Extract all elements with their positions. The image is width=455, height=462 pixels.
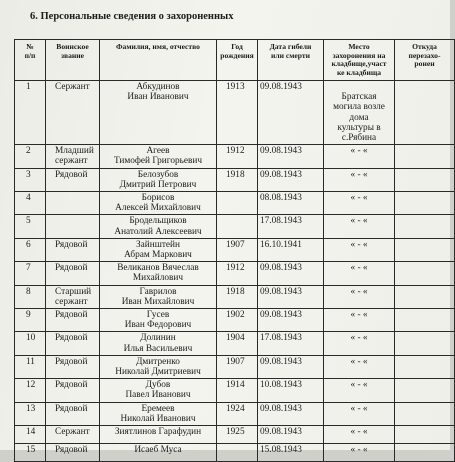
row-number-line: 13 xyxy=(26,403,36,414)
full-name-cell xyxy=(100,81,217,145)
military-rank-line: Сержант xyxy=(55,427,90,438)
full-name-cell xyxy=(100,145,217,168)
header-date-line: или смерти xyxy=(270,50,311,60)
burial-place-line: Братская xyxy=(341,92,377,103)
burial-place-line: « - « xyxy=(350,445,368,456)
death-date-cell xyxy=(258,168,324,191)
birth-year-line: 1918 xyxy=(226,286,245,297)
death-date-line: 09.08.1943 xyxy=(260,82,302,92)
reburied-from-cell xyxy=(395,238,455,261)
burial-place-line: « - « xyxy=(350,310,368,321)
birth-year-line: 1904 xyxy=(226,333,245,344)
row-number-line: 11 xyxy=(26,356,35,367)
table-row xyxy=(15,168,455,191)
full-name-line: Иван Иванович xyxy=(127,92,189,103)
military-rank-line: Рядовой xyxy=(55,239,88,250)
reburied-from-line xyxy=(397,357,452,367)
birth-year-line: 1912 xyxy=(226,146,245,157)
row-number-line: 6 xyxy=(26,239,31,250)
military-rank-cell xyxy=(46,309,100,332)
birth-year-cell xyxy=(217,379,258,402)
row-number-line: 5 xyxy=(26,216,31,227)
military-rank-cell xyxy=(46,444,100,462)
reburied-from-cell xyxy=(395,426,455,444)
full-name-cell xyxy=(100,285,217,308)
reburied-from-cell xyxy=(395,81,455,145)
death-date-line: 15.08.1943 xyxy=(260,445,302,456)
row-number-line: 1 xyxy=(26,82,31,92)
header-name xyxy=(100,40,217,81)
burial-place-line: с.Рябина xyxy=(341,133,377,144)
military-rank-cell xyxy=(46,215,100,238)
full-name-line: Долинин xyxy=(140,333,176,344)
military-rank-line: Рядовой xyxy=(55,263,88,274)
header-date xyxy=(258,40,324,81)
military-rank-line: Рядовой xyxy=(55,403,88,414)
birth-year-cell xyxy=(217,285,258,308)
military-rank-cell xyxy=(46,192,100,215)
burial-place-line: « - « xyxy=(350,427,368,438)
military-rank-cell xyxy=(46,262,100,285)
burial-place-line: дома xyxy=(349,112,369,123)
row-number-line: 2 xyxy=(26,146,31,157)
death-date-line: 09.08.1943 xyxy=(260,310,302,321)
header-place-line: Место xyxy=(348,42,370,51)
birth-year-cell xyxy=(217,262,258,285)
reburied-from-line xyxy=(397,146,452,156)
birth-year-line xyxy=(226,193,255,203)
row-number-cell xyxy=(15,309,46,332)
burial-place-cell xyxy=(324,332,395,355)
full-name-line: Тимофей Григорьевич xyxy=(113,156,203,167)
burial-place-line: могила возле xyxy=(333,102,385,113)
header-from xyxy=(395,40,455,81)
header-place-line: ке кладбища xyxy=(336,67,382,77)
reburied-from-cell xyxy=(395,309,455,332)
table-row xyxy=(15,215,455,238)
military-rank-cell xyxy=(46,238,100,261)
military-rank-line: Старший xyxy=(55,286,92,297)
burial-place-cell xyxy=(324,426,395,444)
birth-year-cell xyxy=(217,168,258,191)
burial-place-cell xyxy=(324,145,395,168)
full-name-cell xyxy=(100,238,217,261)
reburied-from-cell xyxy=(395,444,455,462)
reburied-from-cell xyxy=(395,168,455,191)
burial-place-line: « - « xyxy=(350,380,368,391)
reburied-from-cell xyxy=(395,355,455,378)
full-name-line: Иван Федорович xyxy=(124,320,192,331)
table-header-row xyxy=(15,40,455,81)
military-rank-line: Рядовой xyxy=(55,333,88,344)
burial-place-line: « - « xyxy=(350,356,368,367)
header-num xyxy=(15,40,46,81)
burial-place-line: « - « xyxy=(350,193,368,204)
full-name-line: Николай Иванович xyxy=(120,413,196,424)
birth-year-line xyxy=(226,216,255,226)
birth-year-cell xyxy=(217,215,258,238)
full-name-line: Илья Васильевич xyxy=(123,343,193,354)
full-name-line: Бродельщиков xyxy=(129,216,187,227)
burial-records-table xyxy=(14,39,455,462)
row-number-line: 9 xyxy=(26,310,31,321)
birth-year-cell xyxy=(217,238,258,261)
full-name-line: Абкудинов xyxy=(136,82,180,92)
header-rank-line: звание xyxy=(60,50,85,60)
row-number-cell xyxy=(15,215,46,238)
table-row xyxy=(15,81,455,145)
reburied-from-line xyxy=(397,333,452,343)
birth-year-line: 1907 xyxy=(226,356,245,367)
reburied-from-line xyxy=(397,310,452,320)
header-from-line: ронен xyxy=(414,59,435,69)
death-date-cell xyxy=(258,192,324,215)
death-date-line: 09.08.1943 xyxy=(260,403,302,414)
full-name-cell xyxy=(100,262,217,285)
full-name-line: Белозубов xyxy=(137,169,179,180)
row-number-line: 15 xyxy=(26,445,36,456)
death-date-line: 09.08.1943 xyxy=(260,427,302,438)
military-rank-cell xyxy=(46,145,100,168)
birth-year-cell xyxy=(217,444,258,462)
birth-year-line: 1918 xyxy=(226,169,245,180)
birth-year-line: 1913 xyxy=(226,82,245,92)
reburied-from-cell xyxy=(395,145,455,168)
death-date-line: 09.08.1943 xyxy=(260,169,302,180)
military-rank-line xyxy=(55,193,97,203)
death-date-line: 10.08.1943 xyxy=(260,380,302,391)
birth-year-cell xyxy=(217,145,258,168)
header-from-line: Откуда xyxy=(412,42,437,51)
table-row xyxy=(15,285,455,308)
row-number-line: 10 xyxy=(26,333,36,344)
full-name-line: Павел Иванович xyxy=(125,390,191,401)
header-num-line: № xyxy=(26,42,34,51)
birth-year-cell xyxy=(217,402,258,425)
burial-place-cell xyxy=(324,379,395,402)
full-name-line: Агеев xyxy=(146,146,170,157)
burial-place-line: « - « xyxy=(350,146,368,157)
death-date-line: 08.08.1943 xyxy=(260,193,302,204)
table-row xyxy=(15,309,455,332)
reburied-from-line xyxy=(397,263,452,273)
burial-place-line: культуры в xyxy=(337,122,381,133)
full-name-line: Зайнштейн xyxy=(135,239,181,250)
birth-year-cell xyxy=(217,426,258,444)
reburied-from-line xyxy=(397,216,452,226)
burial-place-cell xyxy=(324,81,395,145)
death-date-cell xyxy=(258,238,324,261)
full-name-cell xyxy=(100,168,217,191)
full-name-line: Михайлович xyxy=(132,273,184,284)
birth-year-line: 1907 xyxy=(226,239,245,250)
reburied-from-line xyxy=(397,170,452,180)
death-date-cell xyxy=(258,402,324,425)
row-number-line: 8 xyxy=(26,286,31,297)
reburied-from-cell xyxy=(395,402,455,425)
burial-place-line: « - « xyxy=(350,216,368,227)
row-number-cell xyxy=(15,285,46,308)
full-name-line: Алексей Михайлович xyxy=(115,203,201,214)
reburied-from-line xyxy=(397,193,452,203)
full-name-line: Исаеб Муса xyxy=(134,445,182,456)
header-from-line: перезахо- xyxy=(408,50,441,60)
military-rank-line: Рядовой xyxy=(55,380,88,391)
full-name-cell xyxy=(100,332,217,355)
row-number-cell xyxy=(15,332,46,355)
reburied-from-cell xyxy=(395,192,455,215)
death-date-cell xyxy=(258,355,324,378)
row-number-cell xyxy=(15,426,46,444)
reburied-from-cell xyxy=(395,332,455,355)
full-name-line: Иван Михайлович xyxy=(121,296,195,307)
header-num-line: п/п xyxy=(24,50,36,60)
burial-place-line: « - « xyxy=(350,403,368,414)
military-rank-line: Младший xyxy=(55,146,94,157)
military-rank-cell xyxy=(46,168,100,191)
death-date-line: 17.08.1943 xyxy=(260,333,302,344)
death-date-cell xyxy=(258,332,324,355)
row-number-cell xyxy=(15,168,46,191)
header-year xyxy=(217,40,258,81)
burial-place-cell xyxy=(324,355,395,378)
full-name-line: Зиятлинов Гарафудин xyxy=(114,427,202,438)
death-date-line: 17.08.1943 xyxy=(260,216,302,227)
reburied-from-line xyxy=(397,287,452,297)
row-number-cell xyxy=(15,81,46,145)
military-rank-line: Рядовой xyxy=(55,169,88,180)
reburied-from-line xyxy=(397,427,452,437)
reburied-from-line xyxy=(397,445,452,455)
birth-year-cell xyxy=(217,81,258,145)
row-number-line: 7 xyxy=(26,263,31,274)
death-date-cell xyxy=(258,426,324,444)
burial-place-line: « - « xyxy=(350,263,368,274)
military-rank-line: Рядовой xyxy=(55,310,88,321)
header-place-line: кладбище,участ xyxy=(331,59,387,69)
burial-place-cell xyxy=(324,309,395,332)
death-date-line: 16.10.1941 xyxy=(260,239,302,250)
death-date-line: 09.08.1943 xyxy=(260,146,302,157)
burial-place-line: « - « xyxy=(350,239,368,250)
military-rank-line: сержант xyxy=(55,296,88,307)
table-row xyxy=(15,402,455,425)
full-name-cell xyxy=(100,192,217,215)
full-name-cell xyxy=(100,355,217,378)
birth-year-line: 1924 xyxy=(226,403,245,414)
full-name-line: Абрам Маркович xyxy=(124,250,192,261)
burial-place-cell xyxy=(324,285,395,308)
header-rank xyxy=(46,40,100,81)
header-year-line: Год xyxy=(231,42,243,51)
burial-place-cell xyxy=(324,192,395,215)
burial-place-cell xyxy=(324,444,395,462)
row-number-cell xyxy=(15,355,46,378)
table-row xyxy=(15,238,455,261)
table-row xyxy=(15,444,455,462)
birth-year-cell xyxy=(217,192,258,215)
full-name-cell xyxy=(100,426,217,444)
burial-place-line: « - « xyxy=(350,286,368,297)
table-row xyxy=(15,379,455,402)
table-body xyxy=(15,81,455,462)
row-number-line: 3 xyxy=(26,169,31,180)
full-name-cell xyxy=(100,215,217,238)
burial-place-cell xyxy=(324,215,395,238)
table-row xyxy=(15,426,455,444)
death-date-cell xyxy=(258,145,324,168)
burial-place-cell xyxy=(324,168,395,191)
birth-year-cell xyxy=(217,332,258,355)
row-number-cell xyxy=(15,262,46,285)
military-rank-cell xyxy=(46,285,100,308)
full-name-cell xyxy=(100,379,217,402)
table-row xyxy=(15,262,455,285)
reburied-from-cell xyxy=(395,285,455,308)
full-name-line: Анатолий Алексеевич xyxy=(114,226,202,237)
reburied-from-cell xyxy=(395,379,455,402)
row-number-cell xyxy=(15,238,46,261)
birth-year-line: 1902 xyxy=(226,310,245,321)
full-name-line: Борисов xyxy=(141,193,175,204)
military-rank-line: Рядовой xyxy=(55,356,88,367)
row-number-line: 4 xyxy=(26,193,31,204)
death-date-line: 09.08.1943 xyxy=(260,356,302,367)
full-name-line: Дмитренко xyxy=(136,356,180,367)
section-heading: 6. Персональные сведения о захороненных xyxy=(30,11,234,22)
header-place-line: захоронения на xyxy=(332,50,386,60)
full-name-cell xyxy=(100,309,217,332)
row-number-cell xyxy=(15,402,46,425)
death-date-cell xyxy=(258,285,324,308)
death-date-cell xyxy=(258,262,324,285)
full-name-line: Великанов Вячеслав xyxy=(117,263,199,274)
header-rank-line: Воинское xyxy=(56,42,89,51)
burial-place-line: « - « xyxy=(350,333,368,344)
full-name-line: Гаврилов xyxy=(139,286,177,297)
death-date-cell xyxy=(258,444,324,462)
military-rank-cell xyxy=(46,332,100,355)
header-name-line: Фамилия, имя, отчество xyxy=(116,42,200,51)
row-number-cell xyxy=(15,379,46,402)
birth-year-line xyxy=(226,445,255,455)
birth-year-cell xyxy=(217,309,258,332)
reburied-from-line xyxy=(397,82,452,92)
military-rank-line: Сержант xyxy=(55,82,90,92)
death-date-line: 09.08.1943 xyxy=(260,286,302,297)
full-name-line: Еремеев xyxy=(141,403,175,414)
header-place xyxy=(324,40,395,81)
reburied-from-cell xyxy=(395,262,455,285)
military-rank-cell xyxy=(46,402,100,425)
burial-place-cell xyxy=(324,402,395,425)
header-year-line: рождения xyxy=(220,50,254,60)
row-number-cell xyxy=(15,444,46,462)
death-date-cell xyxy=(258,379,324,402)
birth-year-cell xyxy=(217,355,258,378)
death-date-cell xyxy=(258,309,324,332)
table-row xyxy=(15,192,455,215)
row-number-line: 14 xyxy=(26,427,36,438)
death-date-line: 09.08.1943 xyxy=(260,263,302,274)
table-row xyxy=(15,332,455,355)
row-number-cell xyxy=(15,145,46,168)
table-row xyxy=(15,145,455,168)
birth-year-line: 1925 xyxy=(226,427,245,438)
full-name-line: Дмитрий Петрович xyxy=(119,179,197,190)
reburied-from-cell xyxy=(395,215,455,238)
header-date-line: Дата гибели xyxy=(269,42,312,51)
death-date-cell xyxy=(258,215,324,238)
birth-year-line: 1912 xyxy=(226,263,245,274)
military-rank-line: Рядовой xyxy=(55,445,88,456)
military-rank-cell xyxy=(46,426,100,444)
reburied-from-line xyxy=(397,380,452,390)
reburied-from-line xyxy=(397,404,452,414)
full-name-line: Дубов xyxy=(145,380,171,391)
burial-place-cell xyxy=(324,262,395,285)
full-name-line: Гусев xyxy=(146,310,170,321)
row-number-cell xyxy=(15,192,46,215)
burial-place-cell xyxy=(324,238,395,261)
full-name-line: Николай Дмитриевич xyxy=(115,367,201,378)
full-name-cell xyxy=(100,402,217,425)
birth-year-line: 1914 xyxy=(226,380,245,391)
military-rank-cell xyxy=(46,379,100,402)
death-date-cell xyxy=(258,81,324,145)
military-rank-line xyxy=(55,216,97,226)
reburied-from-line xyxy=(397,240,452,250)
burial-place-line xyxy=(326,82,392,92)
full-name-cell xyxy=(100,444,217,462)
row-number-line: 12 xyxy=(26,380,36,391)
military-rank-cell xyxy=(46,81,100,145)
burial-place-line: « - « xyxy=(350,169,368,180)
military-rank-line: сержант xyxy=(55,156,88,167)
table-row xyxy=(15,355,455,378)
military-rank-cell xyxy=(46,355,100,378)
